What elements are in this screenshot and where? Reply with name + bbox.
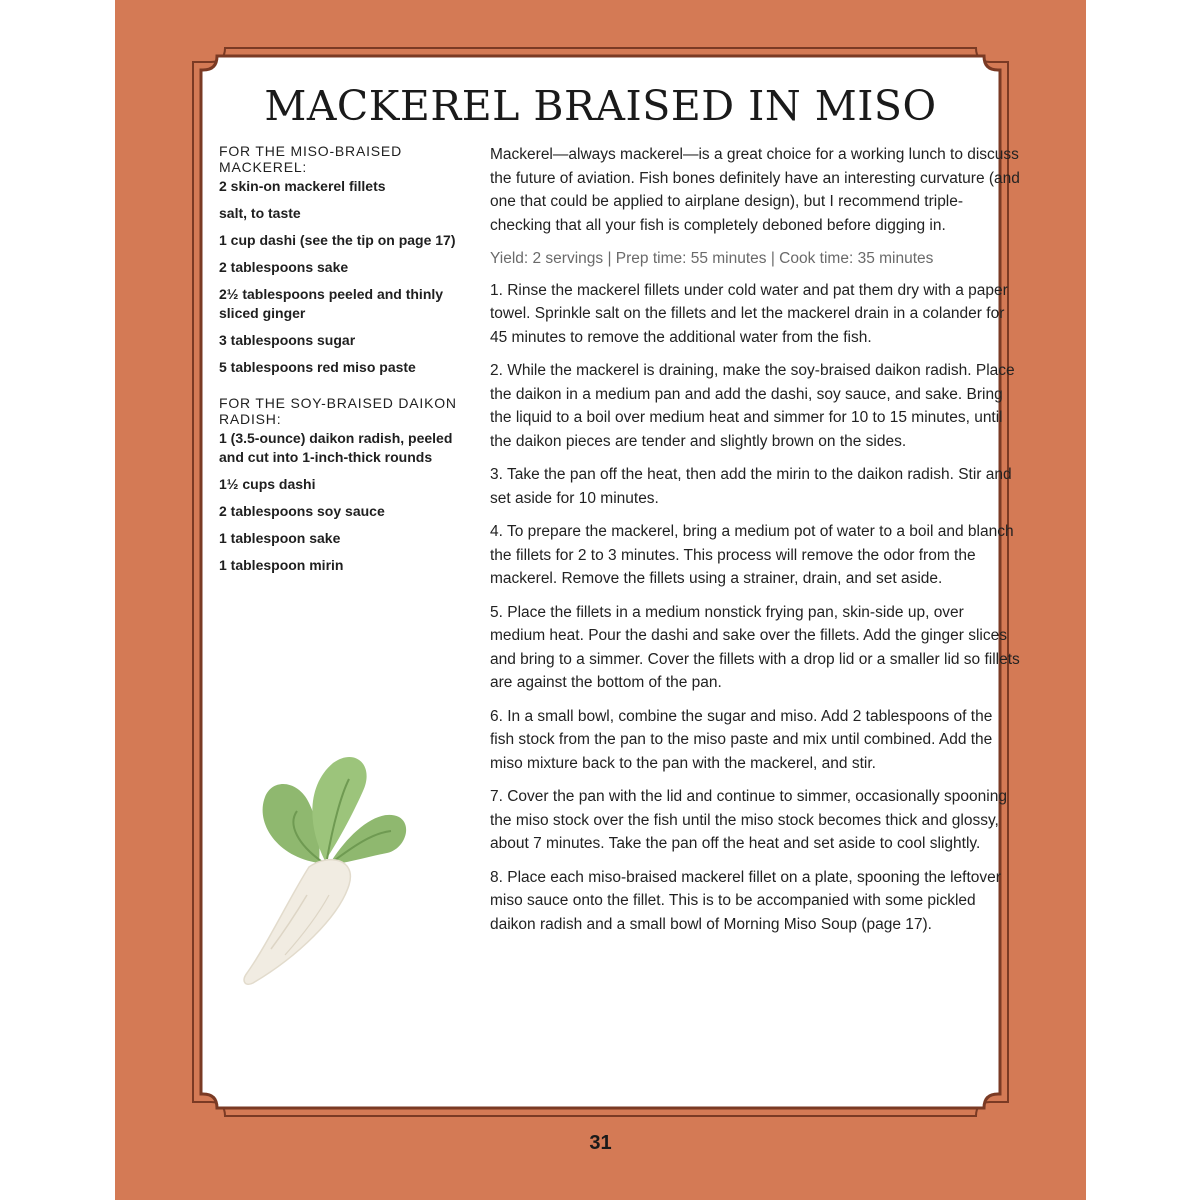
ingredient-item: salt, to taste [219,205,301,221]
ingredient-item: 2 skin-on mackerel fillets [219,178,386,194]
page-number: 31 [589,1132,612,1154]
ingredient-item: 5 tablespoons red miso paste [219,359,416,375]
ingredient-list [219,177,474,377]
instruction-steps [490,279,1020,937]
ingredient-item: 1 tablespoon sake [219,530,341,546]
ingredient-list [219,429,474,575]
step-item: 6. In a small bowl, combine the sugar and miso. Add 2 tablespoons of the fish stock from the pan to the miso paste and mix until combined. Add the miso mixture back to the pan with the mackerel, and stir. [490,707,993,772]
recipe-intro: Mackerel—always mackerel—is a great choice for a working lunch to discuss the future of aviation. Fish bones definitely have an interesting curvature (and one that could be applied to airplane design), but I recommend triple-checking that all your fish is completely deboned before digging in. [490,146,1020,234]
step-item: 5. Place the fillets in a medium nonstick frying pan, skin-side up, over medium heat. Pour the dashi and sake over the fillets. Add the ginger slices and bring to a simmer. Cover the fillets with a drop lid or a smaller lid so fillets are against the bottom of the pan. [490,603,1020,691]
recipe-page [115,0,1086,1200]
ingredient-section-heading: FOR THE MISO-BRAISED MACKEREL: [219,143,402,175]
ingredient-item: 2 tablespoons sake [219,259,349,275]
daikon-radish-illustration [237,745,412,990]
step-item: 1. Rinse the mackerel fillets under cold water and pat them dry with a paper towel. Sprinkle salt on the fillets and let the mackerel drain in a colander for 45 minutes to remove the additional water from the fish. [490,281,1008,346]
ingredient-item: 1 (3.5-ounce) daikon radish, peeled and cut into 1-inch-thick rounds [219,430,453,465]
ingredient-item: 1 cup dashi (see the tip on page 17) [219,232,456,248]
ingredients-column [219,143,474,583]
ingredient-item: 1 tablespoon mirin [219,557,344,573]
ingredient-item: 3 tablespoons sugar [219,332,356,348]
ingredient-item: 2½ tablespoons peeled and thinly sliced ginger [219,286,444,321]
step-item: 4. To prepare the mackerel, bring a medium pot of water to a boil and blanch the fillets for 2 to 3 minutes. This process will remove the odor from the mackerel. Remove the fillets using a strainer, drain, and set aside. [490,523,1014,587]
ingredient-section-heading: FOR THE SOY-BRAISED DAIKON RADISH: [219,395,457,427]
radish-root-icon [244,860,350,985]
step-item: 8. Place each miso-braised mackerel fillet on a plate, spooning the leftover miso sauce onto the fillet. This is to be accompanied with some pickled daikon radish and a small bowl of Morning Miso Soup (page 17). [490,868,1001,933]
step-item: 7. Cover the pan with the lid and continue to simmer, occasionally spooning the miso stock over the fish until the miso stock becomes thick and glossy, about 7 minutes. Take the pan off the heat and set aside to cool slightly. [490,788,1007,852]
recipe-body [490,143,1020,946]
recipe-title: MACKEREL BRAISED IN MISO [264,82,937,130]
step-item: 3. Take the pan off the heat, then add the mirin to the daikon radish. Stir and set aside for 10 minutes. [490,466,1012,507]
ingredient-item: 1½ cups dashi [219,476,316,492]
ingredient-item: 2 tablespoons soy sauce [219,503,385,519]
radish-leaves-icon [263,757,407,865]
step-item: 2. While the mackerel is draining, make the soy-braised daikon radish. Place the daikon in a medium pan and add the dashi, soy sauce, and sake. Bring the liquid to a boil over medium heat and simmer for 10 to 15 minutes, until the daikon pieces are tender and slightly brown on the sides. [490,362,1015,450]
recipe-meta: Yield: 2 servings | Prep time: 55 minutes | Cook time: 35 minutes [490,250,934,267]
